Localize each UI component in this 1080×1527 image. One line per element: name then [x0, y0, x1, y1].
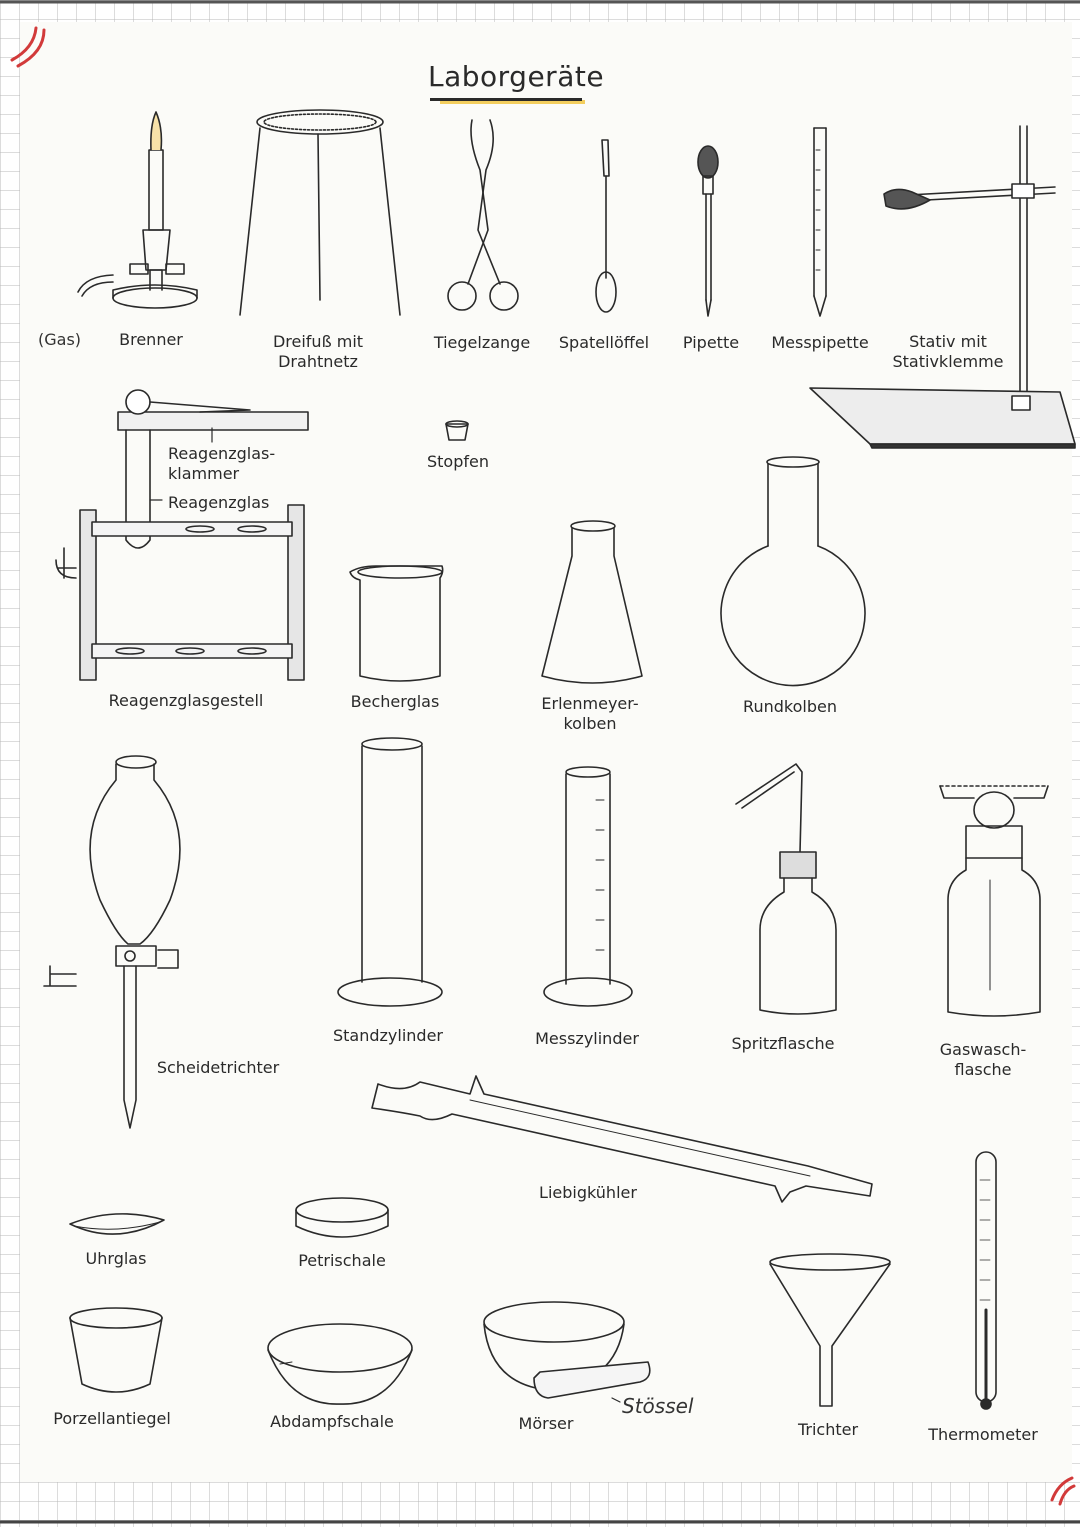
- label-rundkolben: Rundkolben: [743, 697, 837, 716]
- page-title: Laborgeräte: [428, 60, 605, 93]
- label-reagenzglasgestell: Reagenzglasgestell: [108, 691, 264, 710]
- label-thermometer: Thermometer: [928, 1425, 1038, 1444]
- standzylinder-drawing: [338, 738, 442, 1006]
- label-stopfen: Stopfen: [427, 452, 489, 471]
- porzellantiegel-drawing: [70, 1308, 162, 1392]
- erlenmeyerkolben-drawing: [542, 521, 642, 683]
- reagenzglasgestell-drawing: [56, 390, 308, 680]
- dreifuss-drawing: [240, 110, 400, 315]
- label-gaswaschflasche: Gaswasch- flasche: [939, 1040, 1027, 1079]
- label-uhrglas: Uhrglas: [85, 1249, 147, 1268]
- abdampfschale-drawing: [268, 1324, 412, 1404]
- label-reagenzglas: Reagenzglas: [168, 493, 270, 512]
- label-abdampfschale: Abdampfschale: [270, 1412, 394, 1431]
- rundkolben-drawing: [721, 457, 865, 686]
- label-brenner: Brenner: [119, 330, 183, 349]
- moerser-drawing: [484, 1302, 650, 1402]
- title-underline: [430, 98, 582, 101]
- stativ-drawing: [810, 126, 1075, 448]
- label-pipette: Pipette: [682, 333, 740, 352]
- label-dreifuss: Dreifuß mit Drahtnetz: [272, 332, 364, 371]
- label-scheidetrichter: Scheidetrichter: [156, 1058, 280, 1077]
- label-messpipette: Messpipette: [771, 333, 869, 352]
- red-corner-mark-bottom-icon: [1052, 1478, 1074, 1504]
- label-messzylinder: Messzylinder: [535, 1029, 639, 1048]
- gaswaschflasche-drawing: [940, 786, 1048, 1016]
- uhrglas-drawing: [70, 1214, 164, 1234]
- label-reagenzglasklammer: Reagenzglas- klammer: [168, 444, 276, 483]
- stopfen-drawing: [446, 421, 468, 440]
- label-spritzflasche: Spritzflasche: [731, 1034, 835, 1053]
- red-corner-mark-icon: [12, 28, 44, 66]
- handwritten-gas-note: (Gas): [38, 330, 82, 349]
- messzylinder-drawing: [544, 767, 632, 1006]
- petrischale-drawing: [296, 1198, 388, 1237]
- label-porzellantiegel: Porzellantiegel: [53, 1409, 171, 1428]
- tiegelzange-drawing: [448, 120, 518, 310]
- trichter-drawing: [770, 1254, 890, 1406]
- label-becherglas: Becherglas: [350, 692, 440, 711]
- label-trichter: Trichter: [797, 1420, 859, 1439]
- label-erlenmeyerkolben: Erlenmeyer- kolben: [541, 694, 639, 733]
- label-tiegelzange: Tiegelzange: [433, 333, 531, 352]
- label-moerser: Mörser: [518, 1414, 574, 1433]
- label-spatelloeffel: Spatellöffel: [558, 333, 650, 352]
- becherglas-drawing: [350, 566, 443, 681]
- thermometer-drawing: [976, 1152, 996, 1409]
- label-standzylinder: Standzylinder: [332, 1026, 443, 1045]
- label-liebigkuehler: Liebigkühler: [539, 1183, 637, 1202]
- label-stativ: Stativ mit Stativklemme: [892, 332, 1004, 371]
- spritzflasche-drawing: [736, 764, 836, 1014]
- pipette-drawing: [698, 146, 718, 316]
- brenner-drawing: [78, 112, 197, 308]
- label-petrischale: Petrischale: [298, 1251, 386, 1270]
- spatelloeffel-drawing: [596, 140, 616, 312]
- messpipette-drawing: [814, 128, 826, 316]
- handwritten-stoessel-note: Stössel: [622, 1394, 694, 1418]
